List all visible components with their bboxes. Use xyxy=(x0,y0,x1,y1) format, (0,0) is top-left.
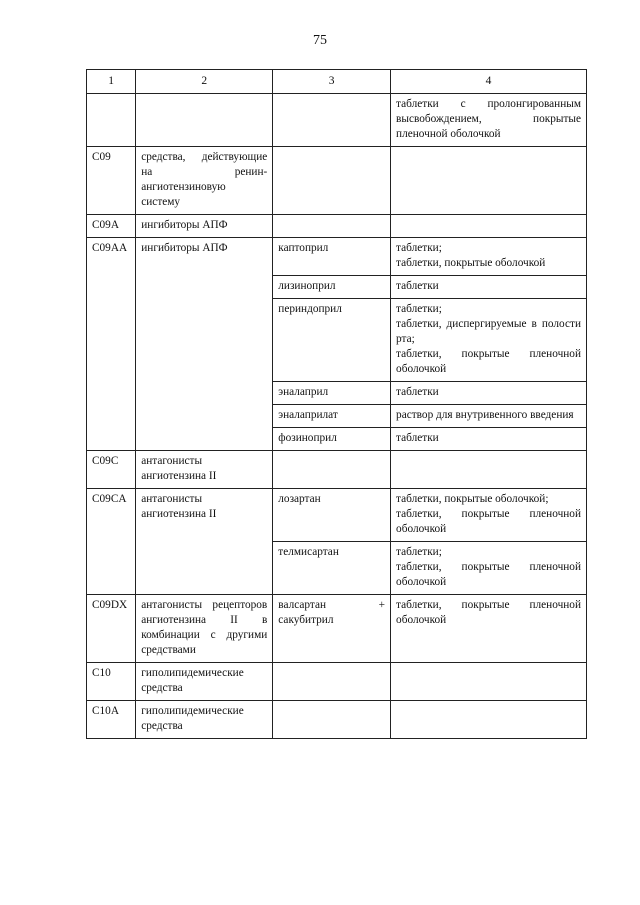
table-row xyxy=(87,663,587,701)
atc-code: C09C xyxy=(87,451,136,489)
group-name: ингибиторы АПФ xyxy=(136,238,273,451)
drug-name: лизиноприл xyxy=(273,276,391,299)
dosage-form xyxy=(391,238,587,276)
drug-name: фозиноприл xyxy=(273,428,391,451)
dosage-form xyxy=(391,215,587,238)
dosage-form-line: таблетки, покрытые пленочной оболочкой xyxy=(396,508,581,535)
drug-name: лозартан xyxy=(273,489,391,542)
table-row xyxy=(87,489,587,542)
dosage-form xyxy=(391,147,587,215)
table-row xyxy=(87,238,587,276)
group-name: антагонисты ангиотензина II xyxy=(136,451,273,489)
dosage-form xyxy=(391,299,587,382)
drug-name: эналаприл xyxy=(273,382,391,405)
atc-code: C09CA xyxy=(87,489,136,595)
table-row xyxy=(87,595,587,663)
dosage-form: таблетки, покрытые пленочной оболочкой xyxy=(391,595,587,663)
dosage-form: таблетки xyxy=(391,276,587,299)
dosage-form-line: таблетки; xyxy=(396,546,442,558)
drug-name: эналаприлат xyxy=(273,405,391,428)
header-row xyxy=(87,70,587,94)
header-col-1: 1 xyxy=(87,70,136,94)
table-row xyxy=(87,147,587,215)
dosage-form: таблетки xyxy=(391,382,587,405)
drug-name xyxy=(273,663,391,701)
drug-name: каптоприл xyxy=(273,238,391,276)
header-col-2: 2 xyxy=(136,70,273,94)
group-name xyxy=(136,94,273,147)
dosage-form xyxy=(391,701,587,739)
drug-name xyxy=(273,701,391,739)
group-name: средства, действующие на ренин-ангиотензиновую систему xyxy=(136,147,273,215)
dosage-form-line: таблетки, покрытые пленочной оболочкой xyxy=(396,561,581,588)
dosage-form xyxy=(391,542,587,595)
group-name: антагонисты рецепторов ангиотензина II в комбинации с другими средствами xyxy=(136,595,273,663)
dosage-form-line: таблетки, диспергируемые в полости рта; xyxy=(396,318,581,345)
dosage-form xyxy=(391,489,587,542)
dosage-form-line: таблетки, покрытые пленочной оболочкой xyxy=(396,348,581,375)
drug-name xyxy=(273,94,391,147)
dosage-form-line: таблетки; xyxy=(396,303,442,315)
group-name: гиполипидемические средства xyxy=(136,701,273,739)
dosage-form-line: таблетки; xyxy=(396,242,442,254)
group-name: гиполипидемические средства xyxy=(136,663,273,701)
dosage-form: таблетки с пролонгированным высвобождением, покрытые пленочной оболочкой xyxy=(391,94,587,147)
group-name: антагонисты ангиотензина II xyxy=(136,489,273,595)
table-row xyxy=(87,451,587,489)
drug-name xyxy=(273,451,391,489)
atc-code: C10 xyxy=(87,663,136,701)
table-row xyxy=(87,701,587,739)
drug-name: телмисартан xyxy=(273,542,391,595)
table-row xyxy=(87,215,587,238)
drug-name: периндоприл xyxy=(273,299,391,382)
atc-code: C09DX xyxy=(87,595,136,663)
drug-name xyxy=(273,215,391,238)
atc-code xyxy=(87,94,136,147)
dosage-form: таблетки xyxy=(391,428,587,451)
dosage-form-line: таблетки, покрытые оболочкой xyxy=(396,257,546,269)
drug-name: валсартан + сакубитрил xyxy=(273,595,391,663)
dosage-form-line: таблетки, покрытые оболочкой; xyxy=(396,493,549,505)
atc-code: C09AA xyxy=(87,238,136,451)
table-row xyxy=(87,94,587,147)
page-number: 75 xyxy=(313,33,327,48)
atc-code: C09A xyxy=(87,215,136,238)
dosage-form xyxy=(391,451,587,489)
dosage-form: раствор для внутривенного введения xyxy=(391,405,587,428)
drug-table xyxy=(86,69,587,739)
dosage-form xyxy=(391,663,587,701)
header-col-4: 4 xyxy=(391,70,587,94)
group-name: ингибиторы АПФ xyxy=(136,215,273,238)
header-col-3: 3 xyxy=(273,70,391,94)
atc-code: C10A xyxy=(87,701,136,739)
atc-code: C09 xyxy=(87,147,136,215)
drug-name xyxy=(273,147,391,215)
